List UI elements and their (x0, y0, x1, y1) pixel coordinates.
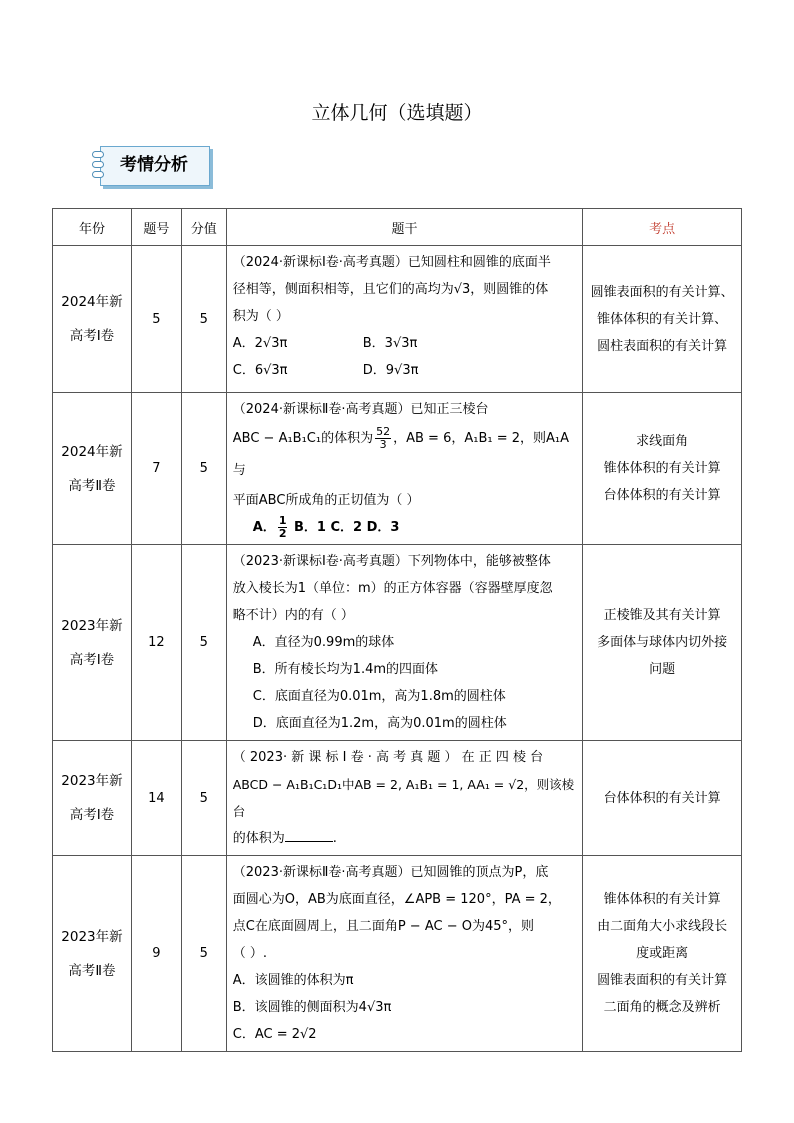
year-cell (53, 856, 132, 1052)
question-line: 的体积为 (232, 831, 285, 846)
knowledge-point: 台体体积的有关计算 (603, 488, 721, 503)
question-line: 点C在底面圆周上，且二面角P − AC − O为45°，则 (232, 919, 534, 934)
question-cell (226, 393, 583, 545)
knowledge-point: 正棱锥及其有关计算 (603, 608, 721, 623)
period: . (332, 831, 337, 846)
knowledge-point: 多面体与球体内切外接 (597, 635, 728, 650)
exam-analysis-table (52, 208, 742, 1052)
header-question: 题干 (226, 209, 583, 246)
header-knowledge-point: 考点 (583, 209, 742, 246)
knowledge-point-cell (583, 856, 742, 1052)
number-cell: 7 (131, 393, 181, 545)
question-line: （ 2023· 新 课 标 Ⅰ 卷 · 高 考 真 题 ） 在 正 四 棱 台 (232, 750, 544, 765)
year-line: 2024年新 (61, 443, 123, 460)
score-cell: 5 (181, 545, 226, 741)
knowledge-point: 求线面角 (636, 434, 689, 449)
option-d: D．底面直径为1.2m，高为0.01m的圆柱体 (252, 716, 507, 731)
question-line: ，AB = 6，A₁B₁ = 2，则A₁A与 (232, 431, 569, 478)
header-year: 年份 (53, 209, 132, 246)
knowledge-point: 圆锥表面积的有关计算 (597, 973, 728, 988)
question-line: 放入棱长为1（单位：m）的正方体容器（容器壁厚度忽 (232, 581, 553, 596)
number-cell: 5 (131, 246, 181, 393)
number-cell: 12 (131, 545, 181, 741)
knowledge-point: 二面角的概念及辨析 (603, 1000, 721, 1015)
option-a: A．该圆锥的体积为π (232, 973, 354, 988)
question-line: 积为（ ） (232, 309, 289, 324)
question-line: （2024·新课标Ⅱ卷·高考真题）已知正三棱台 (232, 402, 489, 417)
knowledge-point: 问题 (649, 662, 676, 677)
header-number: 题号 (131, 209, 181, 246)
page-title: 立体几何（选填题） (311, 102, 483, 124)
year-line: 2023年新 (61, 928, 123, 945)
year-cell (53, 545, 132, 741)
question-line: 径相等，侧面积相等，且它们的高均为√3，则圆锥的体 (232, 282, 549, 297)
option-b: B．所有棱长均为1.4m的四面体 (252, 662, 439, 677)
score-cell: 5 (181, 246, 226, 393)
option-a: A． (252, 520, 276, 535)
knowledge-point-cell (583, 393, 742, 545)
option-b: B．3√3π (362, 336, 418, 351)
score-cell: 5 (181, 856, 226, 1052)
year-line: 2023年新 (61, 617, 123, 634)
year-line: 2023年新 (61, 773, 123, 789)
question-line: （2024·新课标Ⅰ卷·高考真题）已知圆柱和圆锥的底面半 (232, 255, 551, 270)
option-c: C．6√3π (232, 363, 288, 378)
header-score: 分值 (181, 209, 226, 246)
knowledge-point: 度或距离 (636, 946, 689, 961)
year-line: 高考Ⅱ卷 (68, 962, 116, 979)
table-row (53, 393, 742, 545)
knowledge-point: 由二面角大小求线段长 (597, 919, 728, 934)
knowledge-point-cell (583, 545, 742, 741)
year-cell (53, 393, 132, 545)
question-line: 平面ABC所成角的正切值为（ ） (232, 493, 420, 508)
table-row (53, 545, 742, 741)
table-row (53, 246, 742, 393)
question-line: ABC − A₁B₁C₁的体积为 (232, 431, 374, 446)
knowledge-point: 锥体体积的有关计算、 (597, 311, 728, 327)
knowledge-point-cell (583, 246, 742, 393)
question-cell (226, 246, 583, 393)
score-cell: 5 (181, 393, 226, 545)
question-line: 略不计）内的有（ ） (232, 608, 354, 623)
year-line: 高考Ⅱ卷 (68, 477, 116, 494)
score-cell: 5 (181, 741, 226, 856)
question-line: 面圆心为O，AB为底面直径，∠APB = 120°，PA = 2， (232, 892, 561, 907)
option-d: D．9√3π (362, 363, 419, 378)
option-c: C．底面直径为0.01m，高为1.8m的圆柱体 (252, 689, 506, 704)
option-a: A．直径为0.99m的球体 (252, 635, 395, 650)
badge-label: 考情分析 (120, 155, 188, 175)
options-bcd: B．1 C．2 D．3 (294, 520, 400, 535)
year-line: 高考Ⅰ卷 (69, 328, 115, 344)
table-row (53, 856, 742, 1052)
year-line: 2024年新 (61, 294, 123, 310)
question-cell (226, 545, 583, 741)
option-a: A．2√3π (232, 336, 288, 351)
question-cell (226, 741, 583, 856)
table-row (53, 741, 742, 856)
answer-blank (285, 829, 333, 842)
knowledge-point: 锥体体积的有关计算 (603, 892, 721, 907)
knowledge-point: 锥体体积的有关计算 (603, 461, 721, 476)
year-cell (53, 741, 132, 856)
option-b: B．该圆锥的侧面积为4√3π (232, 1000, 392, 1015)
knowledge-point: 圆柱表面积的有关计算 (597, 338, 728, 354)
fraction: $\frac{52}{3}$ (376, 425, 391, 451)
knowledge-point: 圆锥表面积的有关计算、 (590, 284, 734, 300)
option-c: C．AC = 2√2 (232, 1027, 317, 1042)
table-header-row (53, 209, 742, 246)
year-line: 高考Ⅰ卷 (69, 651, 115, 668)
question-line: （2023·新课标Ⅱ卷·高考真题）已知圆锥的顶点为P，底 (232, 865, 549, 880)
number-cell: 14 (131, 741, 181, 856)
knowledge-point: 台体体积的有关计算 (603, 790, 721, 806)
number-cell: 9 (131, 856, 181, 1052)
fraction: $\frac{1}{2}$ (278, 514, 287, 540)
year-cell (53, 246, 132, 393)
question-line: ABCD − A₁B₁C₁D₁中AB = 2, A₁B₁ = 1, AA₁ = √2，则该棱台 (232, 777, 575, 819)
year-line: 高考Ⅰ卷 (69, 807, 115, 823)
question-line: （2023·新课标Ⅰ卷·高考真题）下列物体中，能够被整体 (232, 554, 551, 569)
question-line: （ ）. (232, 946, 268, 961)
question-cell (226, 856, 583, 1052)
knowledge-point-cell (583, 741, 742, 856)
